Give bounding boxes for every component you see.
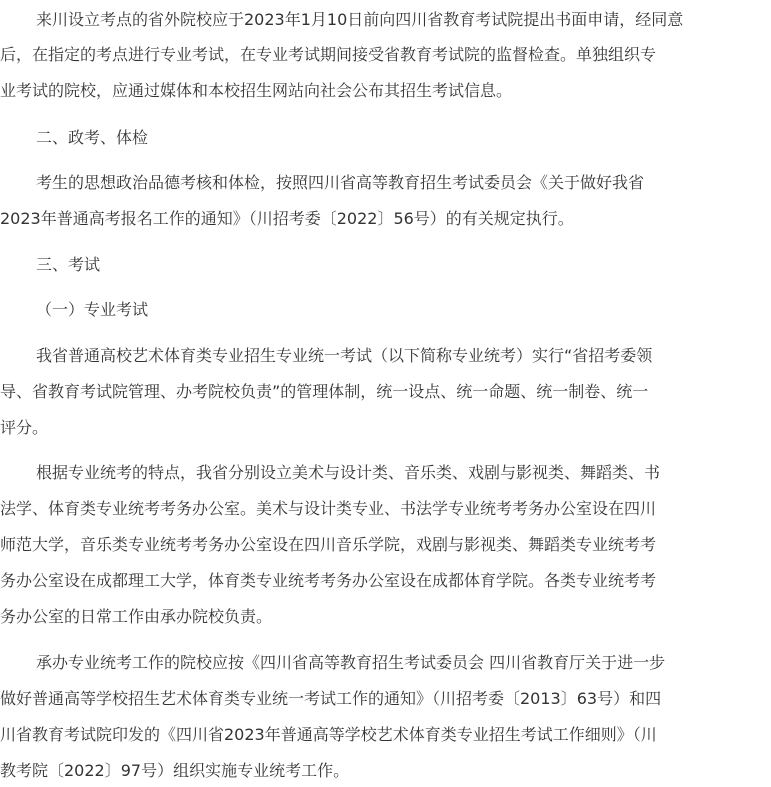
subsection-heading: （一）专业考试 (36, 300, 149, 319)
text-line: 后，在指定的考点进行专业考试，在专业考试期间接受省教育考试院的监督检查。单独组织专 (0, 45, 657, 64)
text-line: 法学、体育类专业统考考务办公室。美术与设计类专业、书法学专业统考考务办公室设在四川 (0, 499, 657, 518)
text-line: 我省普通高校艺术体育类专业招生专业统一考试（以下简称专业统考）实行“省招考委领 (36, 346, 653, 365)
section-heading: 二、政考、体检 (36, 128, 149, 147)
text-line: 川省教育考试院印发的《四川省2023年普通高等学校艺术体育类专业招生考试工作细则》（川 (0, 725, 657, 744)
text-line: 承办专业统考工作的院校应按《四川省高等教育招生考试委员会 四川省教育厅关于进一步 (36, 653, 666, 672)
text-line: 根据专业统考的特点，我省分别设立美术与设计类、音乐类、戏剧与影视类、舞蹈类、书 (36, 463, 661, 482)
text-line: 考生的思想政治品德考核和体检，按照四川省高等教育招生考试委员会《关于做好我省 (36, 173, 645, 192)
text-line: 评分。 (0, 418, 49, 437)
text-line: 业考试的院校，应通过媒体和本校招生网站向社会公布其招生考试信息。 (0, 81, 513, 100)
text-line: 导、省教育考试院管理、办考院校负责”的管理体制，统一设点、统一命题、统一制卷、统一 (0, 382, 649, 401)
text-line: 做好普通高等学校招生艺术体育类专业统一考试工作的通知》（川招考委〔2013〕63号）和四 (0, 689, 662, 708)
text-line: 务办公室的日常工作由承办院校负责。 (0, 607, 273, 626)
text-line: 务办公室设在成都理工大学，体育类专业统考考务办公室设在成都体育学院。各类专业统考考 (0, 571, 657, 590)
text-line: 2023年普通高考报名工作的通知》（川招考委〔2022〕56号）的有关规定执行。 (0, 209, 574, 228)
section-heading: 三、考试 (36, 255, 101, 274)
text-line: 教考院〔2022〕97号）组织实施专业统考工作。 (0, 761, 350, 780)
text-line: 师范大学，音乐类专业统考考务办公室设在四川音乐学院，戏剧与影视类、舞蹈类专业统考考 (0, 535, 657, 554)
text-line: 来川设立考点的省外院校应于2023年1月10日前向四川省教育考试院提出书面申请，经同意 (36, 10, 684, 29)
